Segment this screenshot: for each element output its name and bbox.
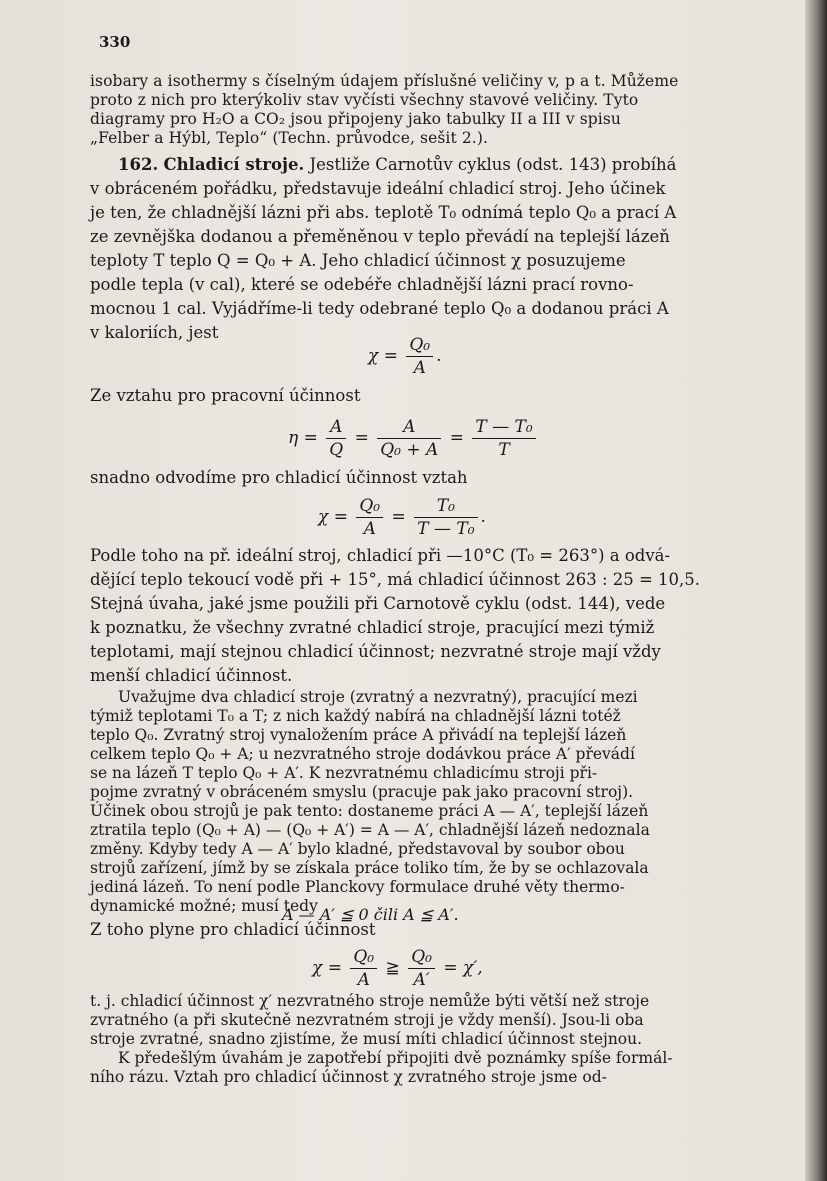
text-line: teplo Q₀. Zvratný stroj vynaložením práce A přivádí na teplejší lázeň: [90, 726, 627, 744]
fraction: [472, 416, 535, 461]
numerator: Q₀: [356, 495, 383, 518]
denominator: Q: [329, 440, 344, 460]
page-number: 330: [99, 33, 131, 51]
equation-chi-compare: [312, 946, 483, 991]
text-line: teploty T teplo Q = Q₀ + A. Jeho chladicí účinnost χ posuzujeme: [90, 251, 626, 270]
denominator: A: [413, 358, 426, 378]
text-line: ztratila teplo (Q₀ + A) — (Q₀ + A′) = A — A′, chladnější lázeň nedoznala: [90, 821, 650, 839]
numerator: T₀: [414, 495, 477, 518]
text-line: snadno odvodíme pro chladicí účinnost vztah: [90, 468, 468, 487]
section-number: 162.: [118, 155, 159, 174]
text-line: zvratného (a při skutečně nezvratném stroji je vždy menší). Jsou-li oba: [90, 1011, 644, 1029]
section-title: Chladicí stroje.: [163, 155, 305, 174]
text-line: Stejná úvaha, jaké jsme použili při Carnotově cyklu (odst. 144), vede: [90, 594, 666, 613]
text-line: „Felber a Hýbl, Teplo“ (Techn. průvodce, sešit 2.).: [90, 129, 488, 147]
numerator: Q₀: [350, 946, 377, 969]
text-line: menší chladicí účinnost.: [90, 666, 293, 685]
symbol-equals: =: [449, 428, 464, 448]
fraction: [414, 495, 477, 540]
fraction: [406, 334, 433, 379]
text-line: K předešlým úvahám je zapotřebí připojiti dvě poznámky spíše formál-: [118, 1049, 673, 1067]
section-heading-line: [118, 155, 738, 174]
text-line: dynamické možné; musí tedy: [90, 897, 318, 915]
text-line: Ze vztahu pro pracovní účinnost: [90, 386, 361, 405]
text-line: Podle toho na př. ideální stroj, chladicí při —10°C (T₀ = 263°) a odvá-: [90, 546, 671, 565]
text-line: jediná lázeň. To není podle Planckovy formulace druhé věty thermo-: [90, 878, 625, 896]
denominator: T — T₀: [417, 519, 475, 539]
text-line: je ten, že chladnější lázni při abs. teplotě T₀ odnímá teplo Q₀ a prací A: [90, 203, 677, 222]
symbol-equals: =: [333, 507, 348, 527]
text-line: Uvažujme dva chladicí stroje (zvratný a nezvratný), pracující mezi: [118, 688, 638, 706]
denominator: Q₀ + A: [380, 440, 439, 460]
symbol-eta: η: [288, 428, 299, 448]
symbol-dot: .: [480, 507, 486, 527]
symbol-equals: =: [391, 507, 406, 527]
denominator: A: [357, 970, 370, 990]
symbol-chi: χ: [368, 346, 379, 366]
symbol-equals: =: [383, 346, 398, 366]
fraction: [377, 416, 441, 461]
numerator: T — T₀: [472, 416, 535, 439]
text-line: změny. Kdyby tedy A — A′ bylo kladné, představoval by soubor obou: [90, 840, 625, 858]
text-line: týmiž teplotami T₀ a T; z nich každý nabírá na chladnější lázni totéž: [90, 707, 621, 725]
symbol-equals: =: [354, 428, 369, 448]
symbol-equals: =: [327, 958, 342, 978]
text-line: v kaloriích, jest: [90, 323, 219, 342]
numerator: A: [326, 416, 346, 439]
text-line: isobary a isothermy s číselným údajem příslušné veličiny v, p a t. Můžeme: [90, 72, 679, 90]
text-line: Jestliže Carnotův cyklus (odst. 143) probíhá: [309, 155, 677, 174]
numerator: A: [377, 416, 441, 439]
symbol-dot: .: [436, 346, 442, 366]
denominator: T: [498, 440, 510, 460]
page-edge-shadow: [805, 0, 827, 1181]
fraction: [356, 495, 383, 540]
equation-chi-carnot: [318, 495, 486, 540]
equation-chi-definition: [368, 334, 442, 379]
symbol-equals: =: [303, 428, 318, 448]
text-line: celkem teplo Q₀ + A; u nezvratného stroje dodávkou práce A′ převádí: [90, 745, 635, 763]
text-line: pojme zvratný v obráceném smyslu (pracuje pak jako pracovní stroj).: [90, 783, 634, 801]
numerator: Q₀: [406, 334, 433, 357]
symbol-chi: χ: [312, 958, 323, 978]
text-line: diagramy pro H₂O a CO₂ jsou připojeny jako tabulky II a III v spisu: [90, 110, 621, 128]
text-line: k poznatku, že všechny zvratné chladicí stroje, pracující mezi týmiž: [90, 618, 655, 637]
fraction: [408, 946, 435, 991]
numerator: Q₀: [408, 946, 435, 969]
symbol-chi-prime: χ′,: [463, 958, 483, 978]
equation-eta: [288, 416, 539, 461]
denominator: A′: [413, 970, 430, 990]
text-line: t. j. chladicí účinnost χ′ nezvratného stroje nemůže býti větší než stroje: [90, 992, 650, 1010]
text-line: stroje zvratné, snadno zjistíme, že musí míti chladicí účinnost stejnou.: [90, 1030, 643, 1048]
text-line: dějící teplo tekoucí vodě při + 15°, má chladicí účinnost 263 : 25 = 10,5.: [90, 570, 701, 589]
text-line: Účinek obou strojů je pak tento: dostaneme práci A — A′, teplejší lázeň: [90, 802, 649, 820]
text-line: se na lázeň T teplo Q₀ + A′. K nezvratnému chladicímu stroji při-: [90, 764, 598, 782]
text-line: teplotami, mají stejnou chladicí účinnost; nezvratné stroje mají vždy: [90, 642, 661, 661]
equation-inequality: A — A′ ≦ 0 čili A ≦ A′.: [282, 905, 459, 924]
text-line: Z toho plyne pro chladicí účinnost: [90, 920, 376, 939]
text-line: mocnou 1 cal. Vyjádříme-li tedy odebrané teplo Q₀ a dodanou práci A: [90, 299, 669, 318]
text-line: ního rázu. Vztah pro chladicí účinnost χ zvratného stroje jsme od-: [90, 1068, 607, 1086]
symbol-chi: χ: [318, 507, 329, 527]
text-line: proto z nich pro kterýkoliv stav vyčísti všechny stavové veličiny. Tyto: [90, 91, 639, 109]
fraction: [326, 416, 346, 461]
denominator: A: [363, 519, 376, 539]
text-line: podle tepla (v cal), které se odebéře chladnější lázni prací rovno-: [90, 275, 634, 294]
symbol-geq: ≧: [385, 958, 400, 978]
symbol-equals: =: [443, 958, 458, 978]
fraction: [350, 946, 377, 991]
text-line: strojů zařízení, jímž by se získala práce toliko tím, že by se ochlazovala: [90, 859, 649, 877]
text-line: v obráceném pořádku, představuje ideální chladicí stroj. Jeho účinek: [90, 179, 666, 198]
text-line: ze zevnějška dodanou a přeměněnou v teplo převádí na teplejší lázeň: [90, 227, 670, 246]
